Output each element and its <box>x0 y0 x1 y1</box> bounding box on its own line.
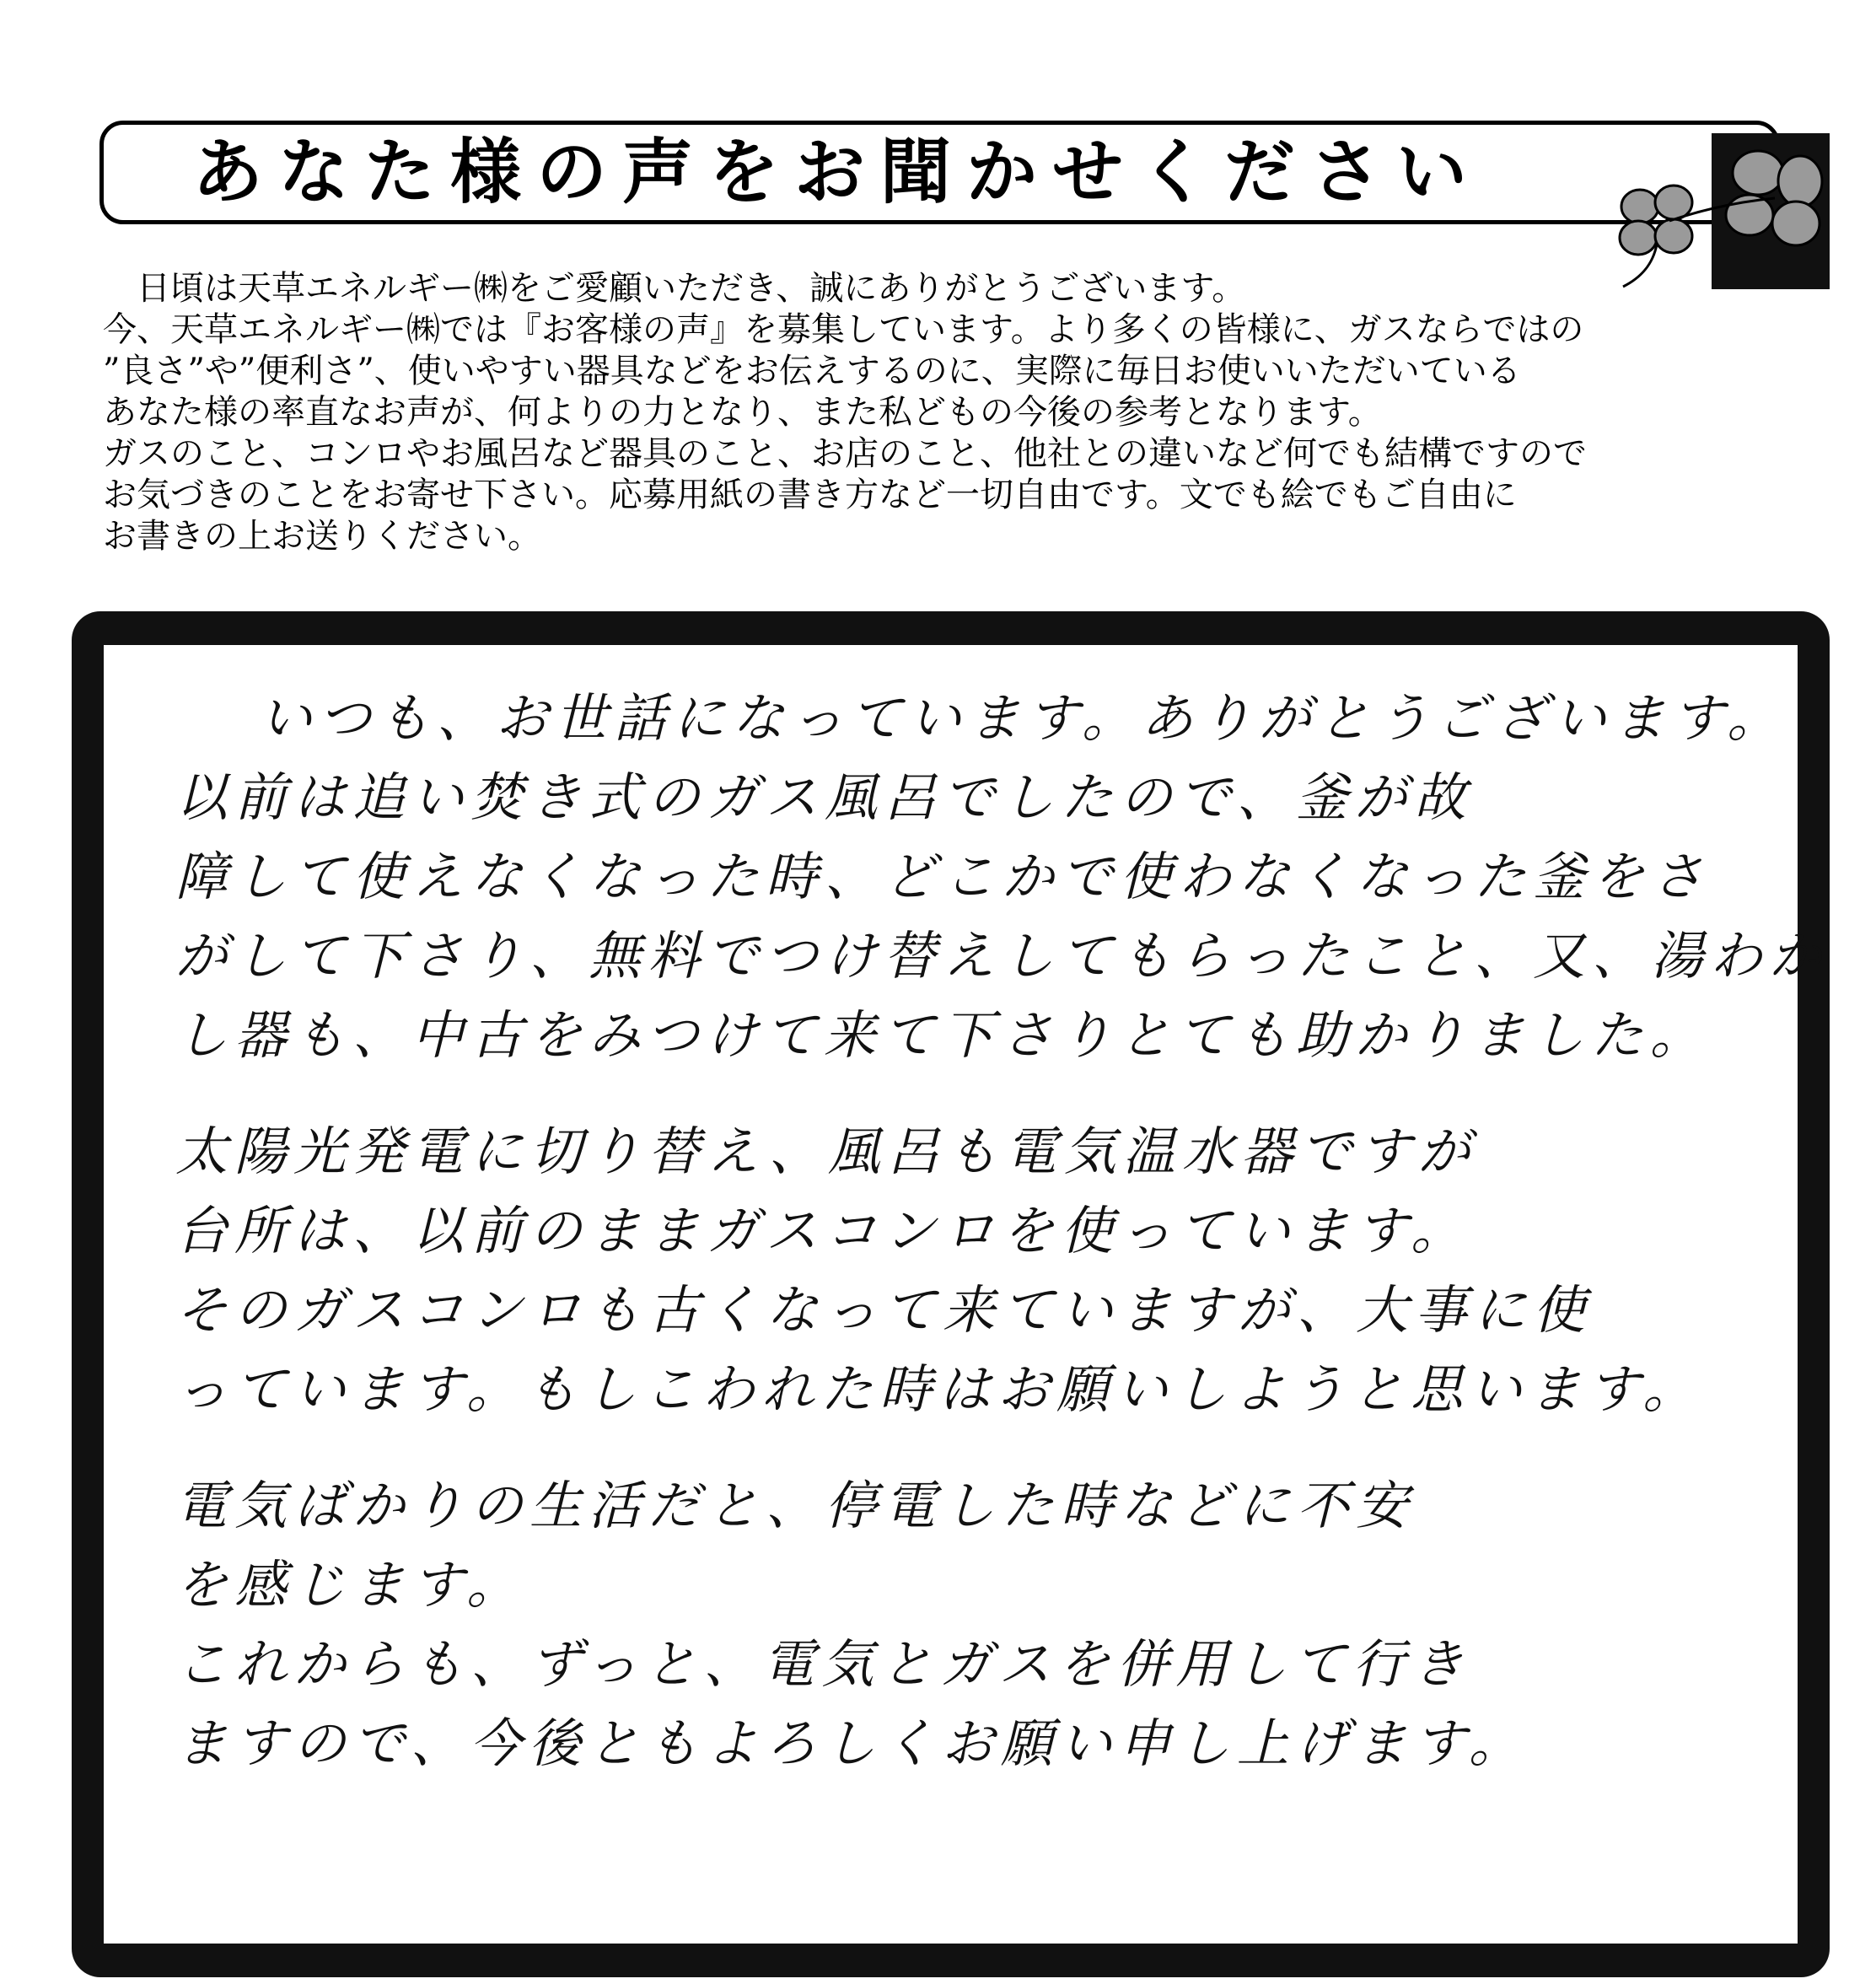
intro-line: お書きの上お送りください。 <box>103 517 541 556</box>
letter-line: ますので、今後ともよろしくお願い申し上げます。 <box>175 1712 1528 1774</box>
letter-line: し器も、中古をみつけて来て下さりとても助かりました。 <box>175 1004 1709 1066</box>
letter-line: がして下さり、無料でつけ替えしてもらったこと、又、湯わか <box>175 925 1829 987</box>
letter-line: 電気ばかりの生活だと、停電した時などに不安 <box>175 1475 1416 1536</box>
intro-line: 今、天草エネルギー㈱では『お客様の声』を募集しています。より多くの皆様に、ガスならではの <box>103 310 1584 349</box>
letter-line: 台所は、以前のままガスコンロを使っています。 <box>175 1200 1470 1261</box>
letter-line: っています。もしこわれた時はお願いしようと思います。 <box>175 1358 1702 1420</box>
intro-text <box>103 268 1840 557</box>
intro-line: 日頃は天草エネルギー㈱をご愛顧いただき、誠にありがとうございます。 <box>137 269 1246 308</box>
intro-line: ”良さ”や”便利さ”、使いやすい器具などをお伝えするのに、実際に毎日お使いいただいている <box>103 352 1521 390</box>
letter-line: いつも、お世話になっています。ありがとうございます。 <box>260 687 1787 749</box>
letter-line: そのガスコンロも古くなって来ていますが、大事に使 <box>175 1279 1593 1341</box>
letter-line: を感じます。 <box>175 1554 526 1616</box>
intro-line: あなた様の率直なお声が、何よりの力となり、また私どもの今後の参考となります。 <box>103 393 1382 432</box>
page-title: あなた様の声をお聞かせください <box>191 131 1482 213</box>
intro-line: お気づきのことをお寄せ下さい。応募用紙の書き方など一切自由です。文でも絵でもご自由に <box>103 476 1517 514</box>
intro-line: ガスのこと、コンロやお風呂など器具のこと、お店のこと、他社との違いなど何でも結構ですので <box>103 434 1587 473</box>
letter-line: 障して使えなくなった時、どこかで使わなくなった釜をさ <box>175 846 1711 907</box>
letter-line: 太陽光発電に切り替え、風呂も電気温水器ですが <box>175 1121 1477 1182</box>
handwritten-letter <box>175 679 1829 1783</box>
letter-line: 以前は追い焚き式のガス風呂でしたので、釜が故 <box>175 766 1473 828</box>
letter-line: これからも、ずっと、電気とガスを併用して行き <box>175 1633 1471 1695</box>
letter-paper <box>104 645 1829 1944</box>
title-box <box>99 121 1780 224</box>
letter-frame <box>72 611 1830 1977</box>
